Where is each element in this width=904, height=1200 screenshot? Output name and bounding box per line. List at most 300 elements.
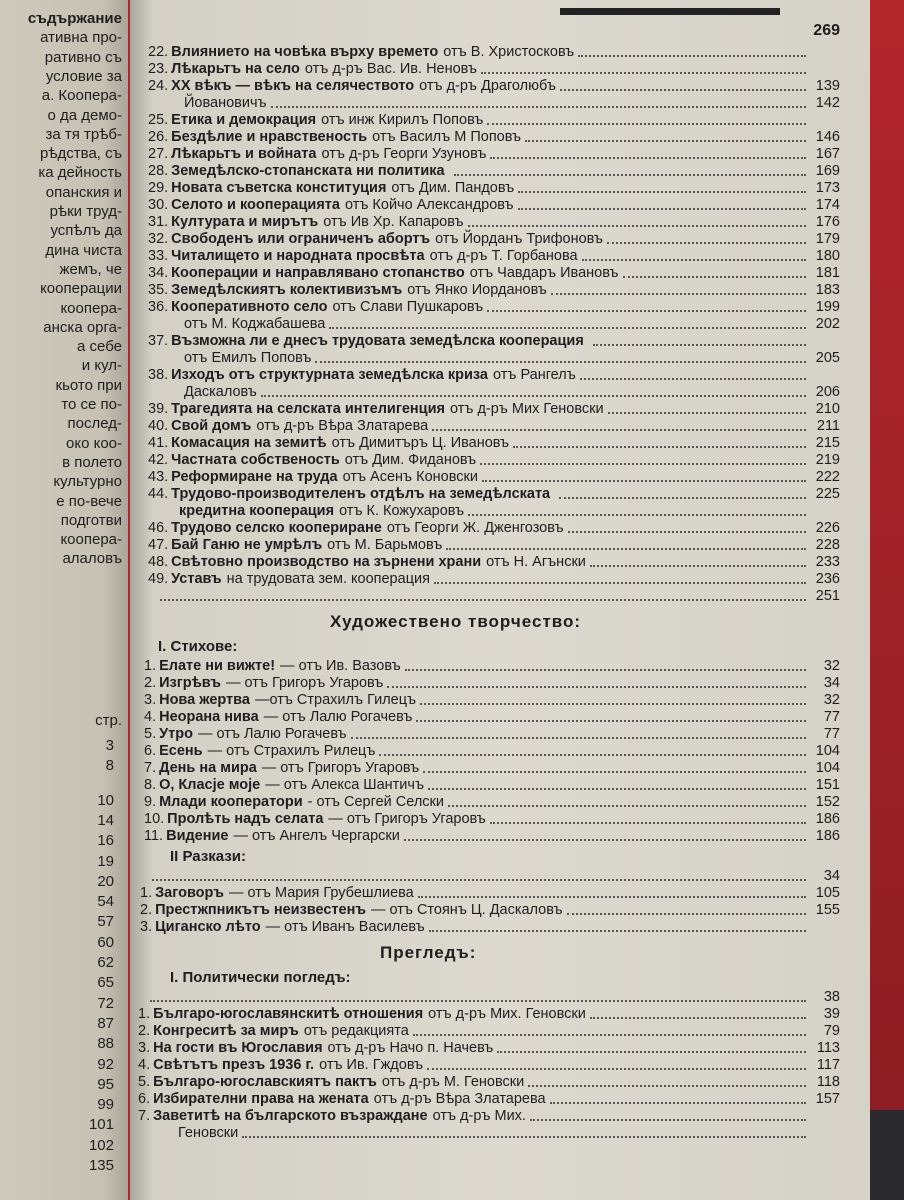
entry-number: 11.	[144, 828, 164, 844]
toc-entry	[148, 299, 840, 316]
toc-entry	[148, 469, 840, 486]
toc-entry	[138, 1057, 840, 1074]
left-page-number: 8	[105, 757, 114, 775]
dark-corner	[870, 1110, 904, 1200]
dot-leader	[468, 225, 806, 227]
entry-number: 41.	[148, 435, 169, 451]
entry-title: Лѣкарьтъ и войната	[171, 146, 317, 162]
entry-number: 42.	[148, 452, 169, 468]
dot-leader	[525, 140, 806, 142]
toc-entry	[138, 1091, 840, 1108]
entry-page: 251	[815, 588, 840, 604]
contents-list	[130, 44, 870, 1142]
dot-leader	[623, 276, 807, 278]
left-page-fragment: то се по-	[61, 396, 122, 413]
toc-entry	[140, 919, 840, 936]
entry-author: отъ Янко Иордановъ	[407, 282, 547, 298]
left-page-number: 62	[97, 954, 114, 971]
entry-author: отъ Димитъръ Ц. Ивановъ	[331, 435, 510, 451]
entry-page: 38	[823, 989, 840, 1005]
toc-entry	[148, 197, 840, 214]
left-page-number: 99	[97, 1096, 114, 1114]
dot-leader	[568, 531, 806, 533]
entry-title: Заговоръ	[155, 885, 224, 901]
toc-entry	[148, 248, 840, 265]
left-page-fragment: съдържание	[27, 10, 122, 27]
dot-leader	[261, 395, 806, 397]
entry-number: 31.	[148, 214, 169, 230]
left-page-fragment: коопера-	[60, 531, 122, 549]
toc-entry	[176, 384, 840, 401]
left-page-fragment: жемъ, че	[59, 260, 122, 278]
left-page-fragment: в полето	[62, 453, 122, 471]
entry-number: 37.	[148, 333, 169, 349]
left-page-label: стр.	[95, 712, 122, 729]
toc-entry	[144, 709, 840, 726]
entry-number: 33.	[148, 248, 169, 264]
left-page-fragment: а себе	[77, 338, 122, 356]
entry-author: отъ Койчо Александровъ	[344, 197, 514, 213]
entry-author: — отъ Ив. Вазовъ	[280, 658, 401, 674]
right-page	[130, 0, 870, 1200]
left-page-number: 14	[97, 811, 114, 829]
entry-page: 181	[815, 265, 840, 281]
toc-entry	[144, 760, 840, 777]
left-page-fragment: око коо-	[66, 434, 122, 452]
entry-author: отъ Ив. Гждовъ	[319, 1057, 424, 1073]
entry-number: 43.	[148, 469, 169, 485]
left-page-fragment: анска орга-	[43, 318, 122, 336]
entry-title: Кооперативното село	[171, 299, 328, 315]
entry-number: 3.	[138, 1040, 151, 1056]
entry-author: отъ Йорданъ Трифоновъ	[435, 231, 603, 247]
entry-page: 205	[815, 350, 840, 366]
entry-number: 49.	[148, 571, 169, 587]
entry-author: отъ Емилъ Поповъ	[184, 350, 312, 366]
entry-page: 155	[815, 902, 840, 918]
entry-title: Престжпникътъ неизвестенъ	[155, 902, 366, 918]
entry-title: Трудово селско коопериране	[171, 520, 382, 536]
entry-number: 6.	[144, 743, 157, 759]
toc-entry	[144, 777, 840, 794]
dot-leader	[550, 1102, 806, 1104]
entry-title: Свой домъ	[171, 418, 252, 434]
entry-title: Конгреситѣ за миръ	[153, 1023, 299, 1039]
toc-entry	[148, 146, 840, 163]
toc-entry	[144, 811, 840, 828]
left-page-number: 95	[97, 1075, 114, 1093]
subsection-label: I. Стихове:	[158, 638, 238, 655]
entry-author: — отъ Григоръ Угаровъ	[225, 675, 384, 691]
dot-leader	[420, 703, 806, 705]
entry-page: 180	[815, 248, 840, 264]
entry-author: отъ д-ръ Т. Горбанова	[429, 248, 578, 264]
toc-entry	[138, 1023, 840, 1040]
dot-leader	[590, 565, 806, 567]
dot-leader	[560, 89, 806, 91]
left-page-fragment: опанския и	[45, 183, 122, 201]
left-page-fragment: культурно	[53, 473, 122, 491]
left-page-fragment: ративно съ	[44, 48, 122, 66]
entry-author: отъ М. Барьмовъ	[327, 537, 443, 553]
entry-title: Частната собственость	[171, 452, 340, 468]
entry-title: Свѣтътъ презъ 1936 г.	[153, 1057, 315, 1073]
dot-leader	[387, 686, 806, 688]
entry-number: 5.	[138, 1074, 151, 1090]
entry-page: 236	[815, 571, 840, 587]
entry-title: О, Класje моje	[159, 777, 261, 793]
entry-page: 233	[815, 554, 840, 570]
entry-author: отъ Слави Пушкаровъ	[332, 299, 484, 315]
toc-entry	[148, 554, 840, 571]
entry-number: 38.	[148, 367, 169, 383]
entry-title: Кооперации и направлявано стопанство	[171, 265, 465, 281]
entry-number: 2.	[144, 675, 157, 691]
left-page-fragment: дина чиста	[45, 241, 122, 259]
entry-number: 39.	[148, 401, 169, 417]
dot-leader	[152, 879, 806, 881]
entry-number: 10.	[144, 811, 165, 827]
entry-number: 7.	[138, 1108, 151, 1124]
entry-page: 117	[816, 1057, 840, 1073]
left-page-number: 57	[97, 913, 114, 931]
dot-leader	[580, 378, 806, 380]
entry-number: 1.	[144, 658, 157, 674]
entry-title: Утро	[159, 726, 193, 742]
subsection-label: II Разкази:	[170, 848, 246, 865]
entry-author: отъ Асенъ Коновски	[342, 469, 478, 485]
toc-entry	[148, 486, 840, 503]
toc-entry	[176, 316, 840, 333]
toc-entry	[148, 44, 840, 61]
toc-entry	[148, 401, 840, 418]
dot-leader	[160, 599, 806, 601]
left-page-number: 20	[97, 872, 114, 890]
entry-title: Циганско лѣто	[155, 919, 261, 935]
entry-author: отъ д-ръ Мих.	[432, 1108, 526, 1124]
entry-page: 79	[823, 1023, 840, 1039]
entry-number: 4.	[138, 1057, 151, 1073]
toc-entry	[140, 868, 840, 885]
entry-page: 151	[815, 777, 840, 793]
dot-leader	[482, 480, 806, 482]
entry-number: 1.	[140, 885, 153, 901]
entry-page: 118	[816, 1074, 840, 1090]
entry-title: Българо-югославянскитѣ отношения	[153, 1006, 424, 1022]
section-heading: Прегледъ:	[380, 943, 477, 962]
entry-page: 169	[815, 163, 840, 179]
dot-leader	[607, 242, 806, 244]
entry-number: 5.	[144, 726, 157, 742]
dot-leader	[242, 1136, 806, 1138]
dot-leader	[329, 327, 806, 329]
entry-number: 28.	[148, 163, 169, 179]
toc-entry	[138, 1006, 840, 1023]
left-page-fragment: за тя трѣб-	[45, 125, 122, 143]
dot-leader	[567, 913, 806, 915]
dot-leader	[559, 497, 806, 499]
entry-number: 34.	[148, 265, 169, 281]
entry-title: Културата и мирътъ	[171, 214, 319, 230]
dot-leader	[487, 310, 806, 312]
entry-author: — отъ Лалю Рогачевъ	[197, 726, 347, 742]
left-page-number: 65	[97, 974, 114, 992]
entry-number: 47.	[148, 537, 169, 553]
entry-author: — отъ Григоръ Угаровъ	[261, 760, 420, 776]
toc-entry	[148, 452, 840, 469]
entry-number: 25.	[148, 112, 169, 128]
entry-author: — отъ Лалю Рогачевъ	[263, 709, 413, 725]
entry-title: Свѣтовно производство на зърнени храни	[171, 554, 482, 570]
dot-leader	[429, 930, 806, 932]
toc-entry	[148, 520, 840, 537]
dot-leader	[481, 72, 806, 74]
toc-entry	[148, 435, 840, 452]
entry-author: отъ Рангелъ	[492, 367, 576, 383]
left-page-number: 72	[97, 994, 114, 1012]
entry-title: Новата съветска конституция	[171, 180, 387, 196]
entry-title: На гости въ Югославия	[153, 1040, 323, 1056]
toc-entry	[148, 367, 840, 384]
toc-entry	[148, 61, 840, 78]
entry-title: Земедѣлскиятъ колективизъмъ	[171, 282, 403, 298]
entry-author: Даскаловъ	[184, 384, 257, 400]
entry-page: 186	[815, 811, 840, 827]
entry-page: 206	[815, 384, 840, 400]
left-page	[0, 0, 128, 1200]
entry-title: Бай Ганю не умрѣлъ	[171, 537, 323, 553]
entry-author: Геновски	[178, 1125, 239, 1141]
subsection-label: I. Политически погледъ:	[170, 969, 351, 986]
entry-number: 46.	[148, 520, 169, 536]
left-page-fragment: кьото при	[55, 376, 122, 394]
left-page-number: 3	[105, 737, 114, 754]
left-page-number: 19	[97, 852, 114, 870]
toc-entry	[176, 503, 840, 520]
toc-entry	[148, 231, 840, 248]
entry-author: отъ д-ръ Мих. Геновски	[428, 1006, 586, 1022]
left-page-number: 92	[97, 1055, 114, 1073]
entry-title: Избирателни права на жената	[153, 1091, 369, 1107]
left-page-fragment: подготви	[60, 511, 122, 529]
entry-author: отъ В. Христосковъ	[443, 44, 575, 60]
entry-number: 48.	[148, 554, 169, 570]
entry-title: Трагедията на селската интелигенция	[171, 401, 445, 417]
entry-title: Изходъ отъ структурната земедѣлска криза	[171, 367, 488, 383]
dot-leader	[428, 788, 806, 790]
toc-entry	[138, 1108, 840, 1125]
entry-title: День на мира	[159, 760, 257, 776]
entry-number: 3.	[140, 919, 153, 935]
left-page-fragment: ативна про-	[40, 29, 122, 47]
left-page-fragment: ка дейность	[38, 164, 122, 182]
entry-page: 228	[815, 537, 840, 553]
dot-leader	[379, 754, 806, 756]
dot-leader	[528, 1085, 806, 1087]
entry-author: отъ д-ръ Георги Узуновъ	[321, 146, 487, 162]
entry-page: 39	[823, 1006, 840, 1022]
entry-page: 167	[815, 146, 840, 162]
dot-leader	[582, 259, 806, 261]
entry-page: 211	[816, 418, 840, 434]
entry-title: Уставъ	[171, 571, 222, 587]
toc-entry	[138, 1040, 840, 1057]
left-page-fragment: е по-вече	[56, 492, 122, 510]
left-page-number: 16	[97, 832, 114, 850]
entry-author: на трудовата зем. кооперация	[226, 571, 430, 587]
entry-title: Свободенъ или ограниченъ абортъ	[171, 231, 431, 247]
entry-title: Етика и демокрация	[171, 112, 317, 128]
left-page-number: 102	[88, 1136, 114, 1154]
toc-entry	[148, 333, 840, 350]
toc-entry	[148, 571, 840, 588]
toc-entry	[148, 418, 840, 435]
entry-page: 157	[815, 1091, 840, 1107]
dot-leader	[490, 822, 806, 824]
entry-page: 32	[823, 658, 840, 674]
dot-leader	[416, 720, 806, 722]
entry-number: 44.	[148, 486, 169, 502]
dot-leader	[497, 1051, 806, 1053]
entry-page: 105	[815, 885, 840, 901]
entry-number: 22.	[148, 44, 169, 60]
dot-leader	[405, 669, 806, 671]
entry-author: —отъ Страхилъ Гилецъ	[254, 692, 417, 708]
entry-number: 23.	[148, 61, 169, 77]
left-page-fragment: кооперации	[40, 280, 122, 298]
left-page-fragment: и кул-	[81, 357, 122, 375]
left-page-fragment: послед-	[67, 415, 122, 433]
entry-author: отъ Н. Агънски	[486, 554, 586, 570]
toc-entry	[148, 282, 840, 299]
entry-page: 215	[815, 435, 840, 451]
toc-entry	[148, 180, 840, 197]
toc-entry	[148, 588, 840, 605]
toc-entry	[144, 658, 840, 675]
dot-leader	[513, 446, 806, 448]
entry-title: Читалището и народната просвѣта	[171, 248, 425, 264]
entry-title: Видение	[166, 828, 229, 844]
toc-entry	[138, 1074, 840, 1091]
entry-page: 186	[815, 828, 840, 844]
entry-page: 179	[815, 231, 840, 247]
entry-number: 2.	[138, 1023, 151, 1039]
toc-entry	[148, 78, 840, 95]
entry-page: 183	[815, 282, 840, 298]
entry-author: — отъ Мария Грубешлиева	[228, 885, 414, 901]
entry-title: Лѣкарьтъ на село	[171, 61, 300, 77]
entry-page: 210	[815, 401, 840, 417]
section-heading: Художествено творчество:	[330, 612, 582, 631]
left-page-fragment: успѣлъ да	[50, 222, 122, 240]
entry-page: 199	[815, 299, 840, 315]
dot-leader	[480, 463, 806, 465]
dot-leader	[490, 157, 806, 159]
toc-entry	[144, 675, 840, 692]
dot-leader	[271, 106, 806, 108]
entry-author: отъ д-ръ Вас. Ив. Неновъ	[304, 61, 477, 77]
entry-number: 3.	[144, 692, 157, 708]
toc-entry	[148, 163, 840, 180]
toc-entry	[148, 129, 840, 146]
entry-page: 176	[815, 214, 840, 230]
left-page-fragment: условие за	[45, 67, 122, 85]
dot-leader	[404, 839, 806, 841]
dot-leader	[530, 1119, 806, 1121]
entry-page: 222	[815, 469, 840, 485]
entry-page: 34	[823, 675, 840, 691]
left-page-number: 87	[97, 1014, 114, 1032]
entry-title: Елате ни вижте!	[159, 658, 276, 674]
entry-page: 173	[815, 180, 840, 196]
dot-leader	[434, 582, 806, 584]
toc-entry	[140, 885, 840, 902]
dot-leader	[315, 361, 806, 363]
entry-page: 77	[823, 709, 840, 725]
dot-leader	[551, 293, 806, 295]
entry-title: Комасация на земитѣ	[171, 435, 327, 451]
left-page-number: 135	[88, 1157, 114, 1174]
dot-leader	[487, 123, 806, 125]
dot-leader	[446, 548, 806, 550]
toc-entry	[176, 95, 840, 112]
entry-title: Нова жертва	[159, 692, 250, 708]
entry-number: 36.	[148, 299, 169, 315]
entry-number: 1.	[138, 1006, 151, 1022]
entry-author: отъ редакцията	[303, 1023, 409, 1039]
entry-page: 226	[815, 520, 840, 536]
entry-author: Йовановичъ	[184, 95, 267, 111]
left-page-fragment: коопера-	[60, 299, 122, 317]
entry-page: 142	[815, 95, 840, 111]
entry-number: 24.	[148, 78, 169, 94]
dot-leader	[593, 344, 806, 346]
toc-entry	[148, 537, 840, 554]
entry-author: — отъ Ангелъ Чергарски	[233, 828, 400, 844]
dot-leader	[518, 191, 806, 193]
entry-title: Трудово-производителенъ отдѣлъ на земедѣлската	[171, 486, 551, 502]
dot-leader	[608, 412, 806, 414]
entry-title: Влиянието на човѣка върху времето	[171, 44, 439, 60]
entry-page: 146	[815, 129, 840, 145]
toc-entry	[176, 350, 840, 367]
dot-leader	[468, 514, 806, 516]
dot-leader	[518, 208, 806, 210]
entry-author: — отъ Стоянъ Ц. Даскаловъ	[370, 902, 563, 918]
toc-entry	[148, 214, 840, 231]
entry-author: отъ Василъ М Поповъ	[372, 129, 522, 145]
dot-leader	[413, 1034, 806, 1036]
entry-page: 34	[823, 868, 840, 884]
entry-number: 30.	[148, 197, 169, 213]
entry-number: 35.	[148, 282, 169, 298]
entry-number: 8.	[144, 777, 157, 793]
entry-number: 9.	[144, 794, 157, 810]
entry-author: - отъ Сергей Селски	[307, 794, 444, 810]
entry-page: 32	[823, 692, 840, 708]
entry-number: 29.	[148, 180, 169, 196]
entry-author: отъ М. Коджабашева	[184, 316, 326, 332]
left-page-number: 10	[97, 791, 114, 809]
entry-author: отъ Георги Ж. Дженгозовъ	[386, 520, 564, 536]
dot-leader	[150, 1000, 806, 1002]
entry-page: 104	[815, 743, 840, 759]
entry-page: 139	[815, 78, 840, 94]
header-rule	[560, 8, 780, 15]
entry-number: 7.	[144, 760, 157, 776]
entry-number: 6.	[138, 1091, 151, 1107]
left-page-fragment: рѣдства, съ	[39, 145, 122, 163]
